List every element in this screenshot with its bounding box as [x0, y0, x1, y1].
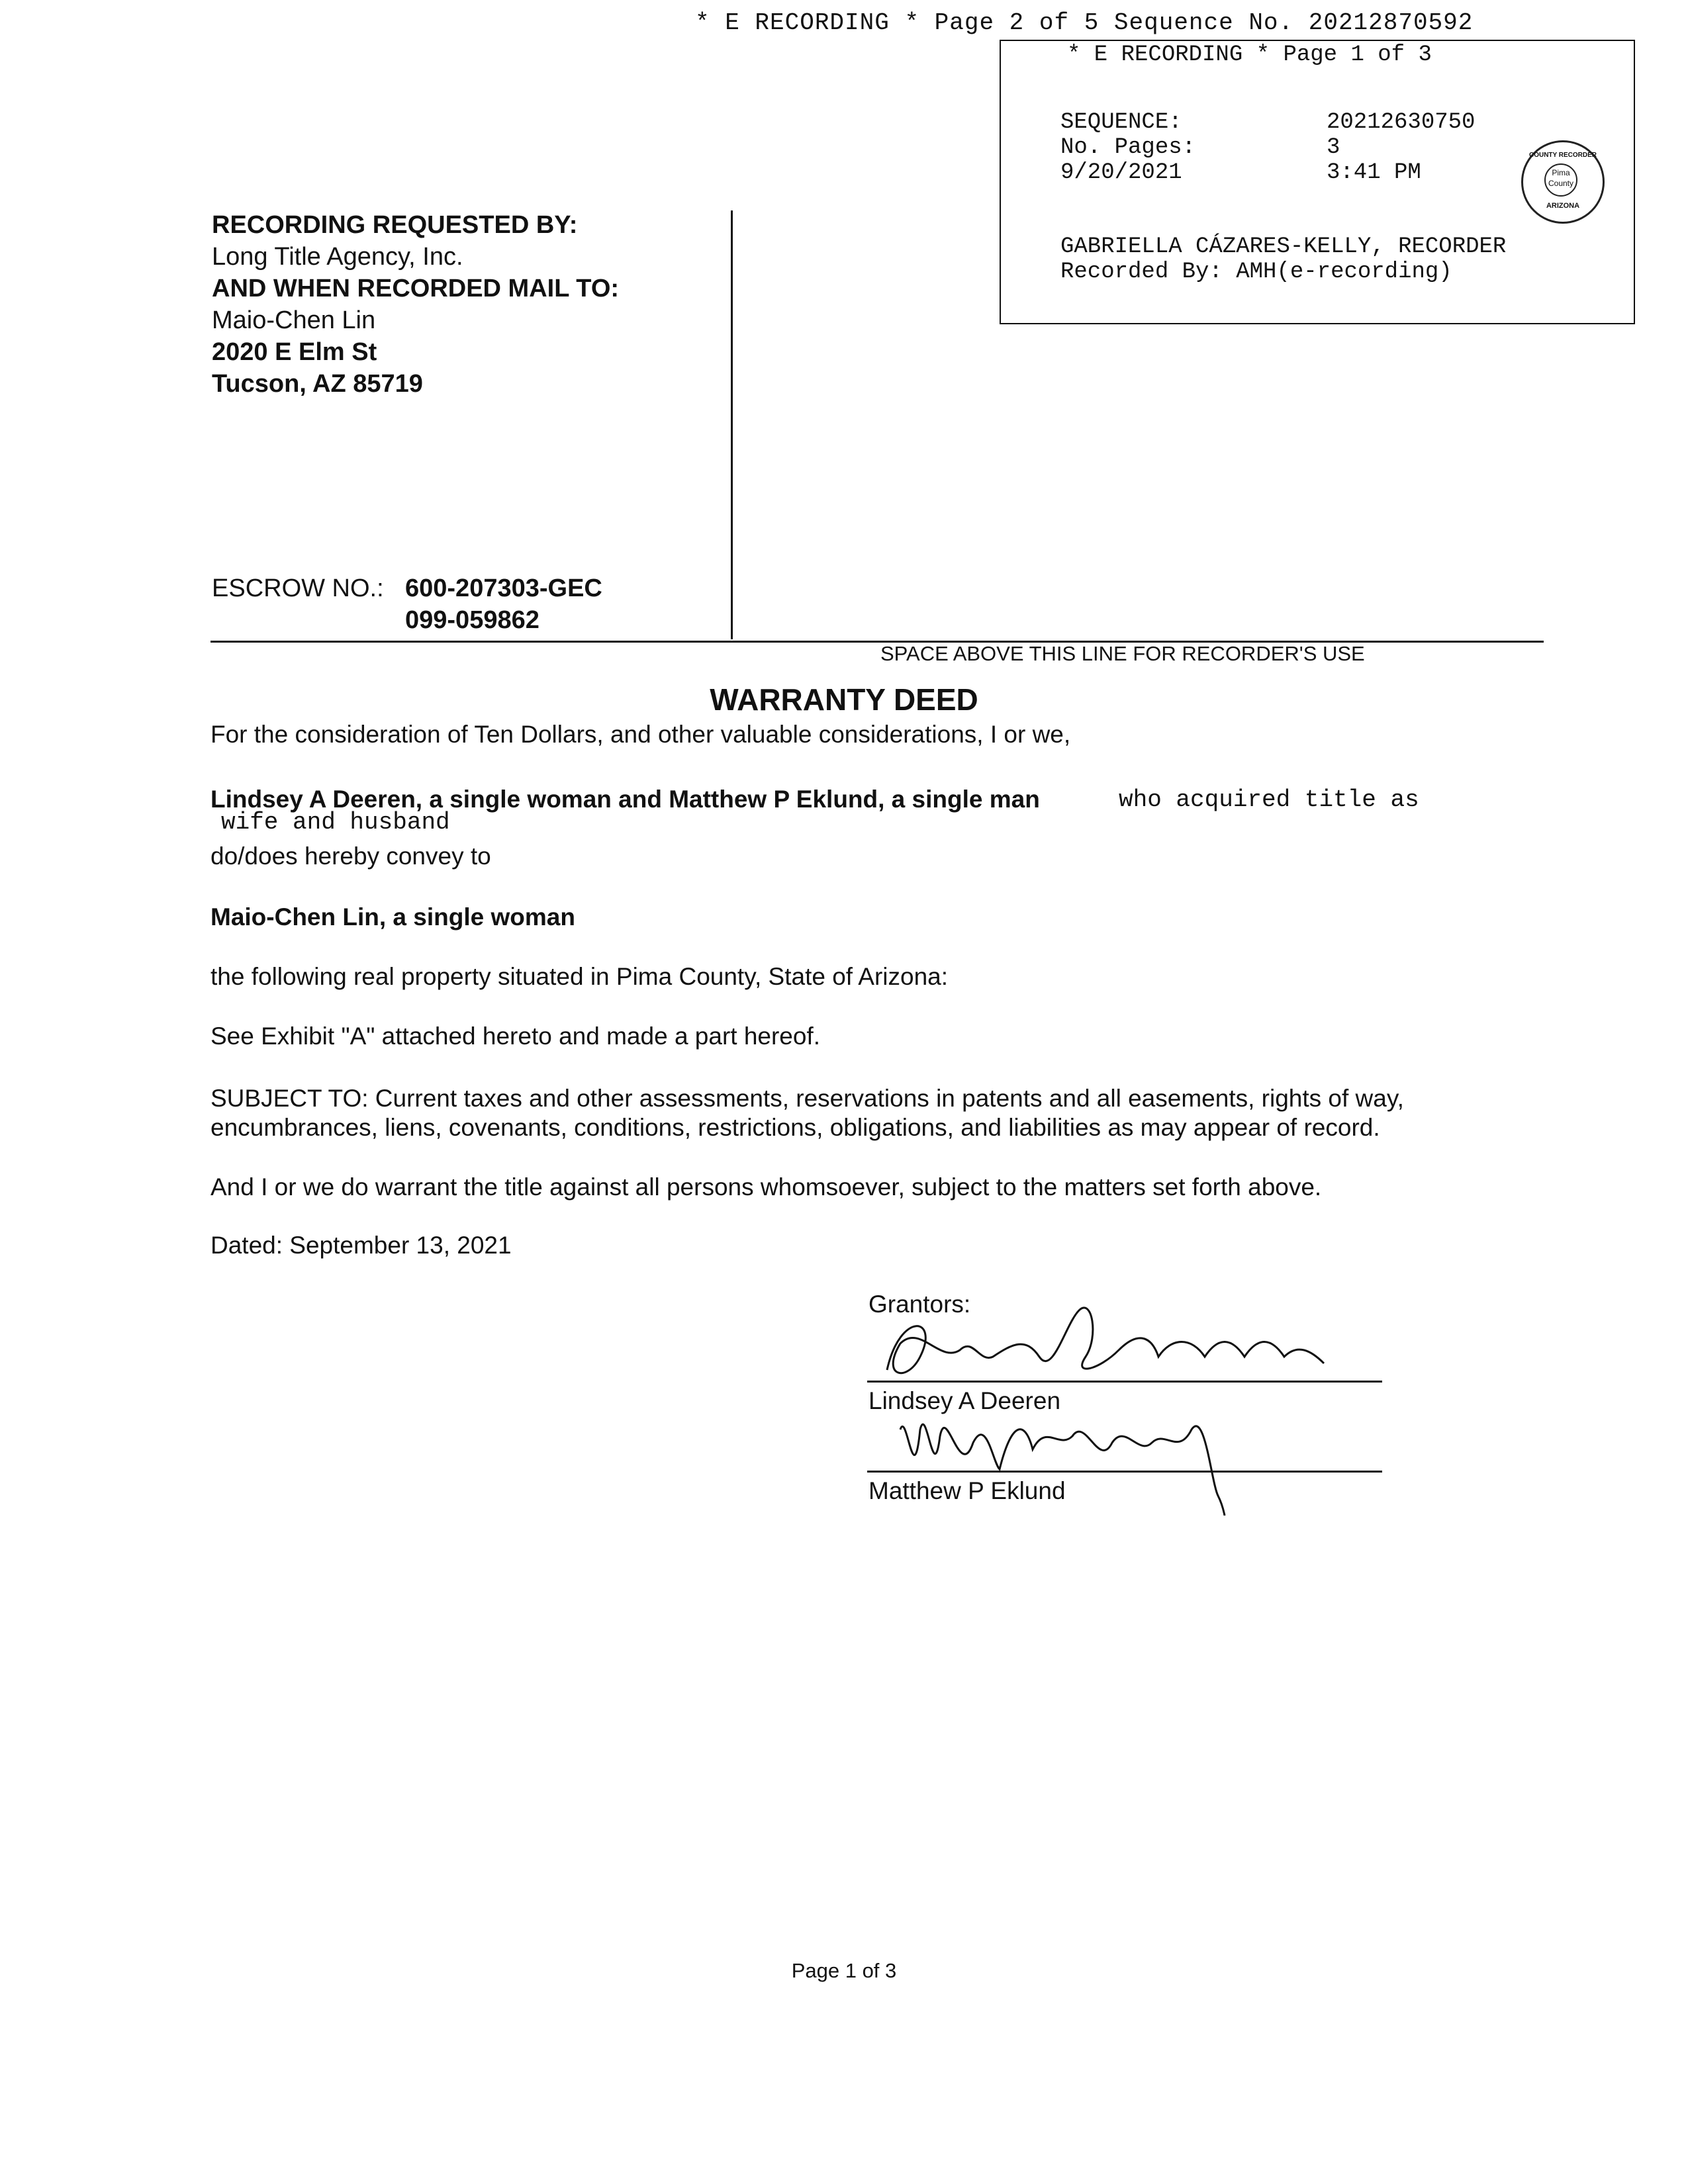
recorder-name: GABRIELLA CÁZARES-KELLY, RECORDER: [1060, 234, 1507, 259]
escrow-label: ESCROW NO.:: [212, 574, 384, 602]
county-recorder-seal: [1521, 140, 1605, 224]
recording-time: 3:41 PM: [1327, 160, 1421, 185]
signer-1-name: Lindsey A Deeren: [868, 1387, 1061, 1414]
signature-line-1: [867, 1381, 1382, 1383]
recorder-box-header: * E RECORDING * Page 1 of 3: [1067, 42, 1432, 68]
convey-line: do/does hereby convey to: [211, 842, 491, 870]
property-line: the following real property situated in Pima County, State of Arizona:: [211, 963, 949, 990]
grantors-typed-addition-1: who acquired title as: [1119, 786, 1419, 813]
warrant-paragraph: And I or we do warrant the title against all persons whomsoever, subject to the matters set forth above.: [211, 1173, 1322, 1201]
recording-info-block: [212, 209, 619, 400]
seal-center-text: Pima County: [1544, 163, 1577, 197]
escrow-number-2: 099-059862: [405, 606, 539, 634]
mail-to-label: AND WHEN RECORDED MAIL TO:: [212, 275, 620, 302]
document-title: WARRANTY DEED: [710, 682, 978, 717]
signer-2-name: Matthew P Eklund: [868, 1477, 1066, 1504]
mail-to-name: Maio-Chen Lin: [212, 306, 376, 334]
consideration-paragraph: For the consideration of Ten Dollars, and other valuable considerations, I or we,: [211, 721, 1071, 748]
exhibit-line: See Exhibit "A" attached hereto and made a part hereof.: [211, 1023, 821, 1050]
recording-date: 9/20/2021: [1060, 160, 1182, 185]
sequence-value: 20212630750: [1327, 110, 1476, 135]
seal-top-text: COUNTY RECORDER: [1528, 152, 1597, 159]
seal-bottom-text: ARIZONA: [1546, 202, 1580, 210]
mail-to-street: 2020 E Elm St: [212, 338, 377, 366]
pages-value: 3: [1327, 135, 1340, 160]
grantors-label: Grantors:: [868, 1291, 971, 1318]
requested-by-value: Long Title Agency, Inc.: [212, 243, 463, 271]
vertical-divider: [731, 210, 733, 639]
subject-to-paragraph: SUBJECT TO: Current taxes and other assessments, reservations in patents and all easements, rights of way, encumbrances, liens, covenants, conditions, restrictions, obligations, and liabilities as may appear of record.: [211, 1085, 1404, 1141]
sequence-label: SEQUENCE:: [1060, 110, 1182, 135]
signature-1-scribble: [887, 1308, 1324, 1373]
escrow-number-1: 600-207303-GEC: [405, 574, 602, 602]
pages-label: No. Pages:: [1060, 135, 1196, 160]
e-recording-header: * E RECORDING * Page 2 of 5 Sequence No. 20212870592: [695, 9, 1474, 36]
grantee-name: Maio-Chen Lin, a single woman: [211, 903, 575, 931]
mail-to-city: Tucson, AZ 85719: [212, 370, 423, 398]
requested-by-label: RECORDING REQUESTED BY:: [212, 211, 578, 239]
dated-line: Dated: September 13, 2021: [211, 1232, 512, 1259]
recorder-use-note: SPACE ABOVE THIS LINE FOR RECORDER'S USE: [880, 642, 1365, 665]
recorded-by: Recorded By: AMH(e-recording): [1060, 259, 1452, 285]
grantors-names: Lindsey A Deeren, a single woman and Matthew P Eklund, a single man: [211, 786, 1040, 813]
grantors-typed-addition-2: wife and husband: [221, 809, 450, 836]
page-number-footer: Page 1 of 3: [791, 1959, 897, 1982]
signature-line-2: [867, 1471, 1382, 1473]
